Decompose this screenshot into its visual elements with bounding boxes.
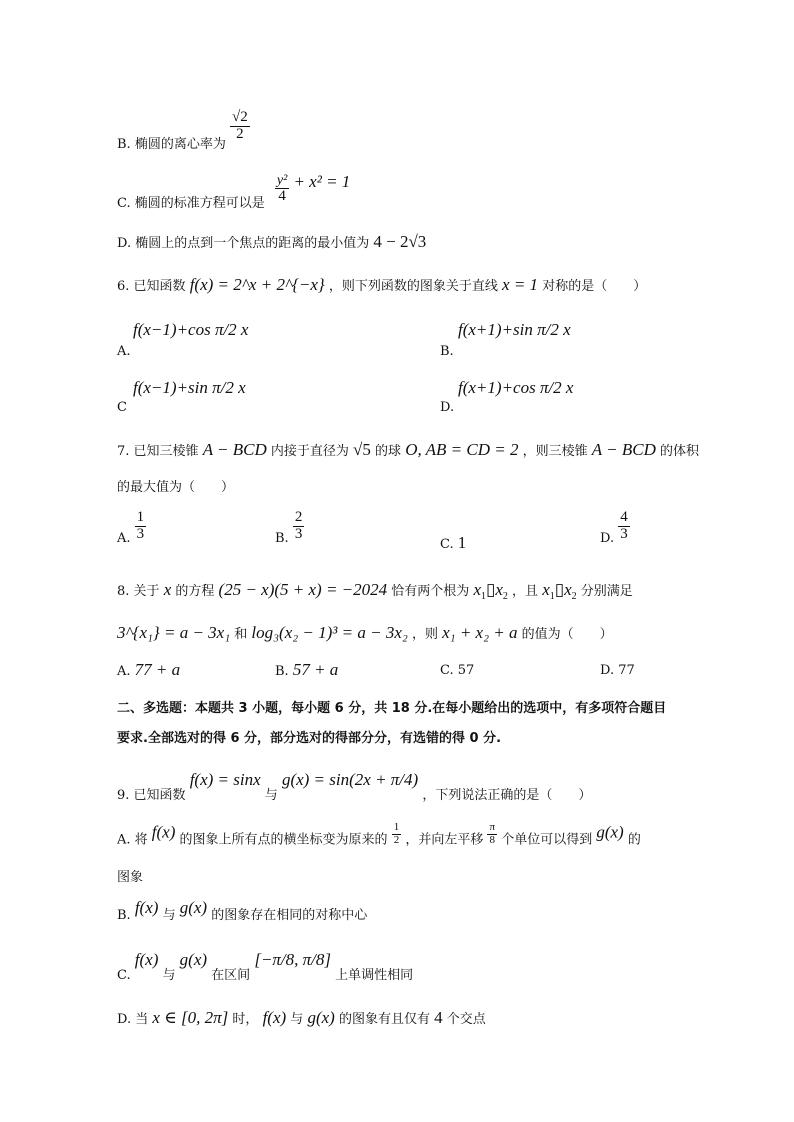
q8-option-b (275, 660, 338, 680)
q9-c-yu: 与 (162, 968, 176, 983)
q8-eq2: log₃(x₂ − 1)³ = a − 3x₂ (251, 623, 408, 642)
q7-d-den: 3 (620, 525, 628, 542)
q6-option-a (117, 320, 249, 359)
q9-d-n: 4 (434, 1008, 443, 1027)
q6-stem (117, 275, 646, 295)
q8-eq1: 3^{x₁} = a − 3x₁ (117, 623, 231, 642)
q8-a-label: A. (117, 664, 131, 679)
q9-option-a (117, 822, 641, 848)
q9-a-shift-num: π (489, 821, 496, 833)
q6-d-label: D. (440, 400, 455, 415)
q8-option-c: C. 57 (440, 663, 475, 678)
q9-b-yu: 与 (162, 908, 176, 923)
q9-c-t2: 上单调性相同 (335, 968, 414, 983)
q6-a-expr: f(x−1)+cos π/2 x (133, 320, 249, 339)
q7-b-den: 3 (294, 525, 303, 542)
q7-a-den: 3 (136, 525, 145, 542)
q7-c-value: 1 (457, 533, 467, 552)
q8-stem (117, 580, 633, 602)
q5-c-label: C. 椭圆的标准方程可以是 (117, 196, 265, 211)
q8-option-a (117, 660, 180, 680)
q7-d-num: 4 (620, 509, 628, 525)
q5-c-fraction (275, 174, 289, 205)
q9-d-t1: 时， (232, 1012, 259, 1027)
q8-roots-2: $x_1▯x_2$ (542, 580, 577, 602)
q8-sum-expr: x₁ + x₂ + a (442, 623, 518, 642)
q6-b-label: B. (440, 344, 454, 359)
q5-b-den: 2 (236, 125, 244, 142)
q6-stem-c: 对称的是（ ） (542, 279, 647, 294)
q5-d-label: D. 椭圆上的点到一个焦点的距离的最小值为 (117, 236, 370, 251)
q9-g-def: g(x) = sin(2x + π/4) (281, 770, 419, 789)
q8-b-label: B. (275, 664, 289, 679)
q8-stem-b: 的方程 (175, 584, 215, 599)
q6-a-label: A. (117, 344, 131, 359)
q9-a-t1: 的图象上所有点的横坐标变为原来的 (179, 832, 388, 848)
q9-c-interval: [−π/8, π/8] (254, 950, 332, 969)
q6-option-c (117, 378, 246, 415)
q9-d-yu: 与 (290, 1012, 304, 1027)
q8-stem-c: 恰有两个根为 (391, 584, 470, 599)
q9-c-fx: f(x) (134, 950, 159, 969)
q9-b-gx: g(x) (179, 898, 208, 917)
q9-b-label: B. (117, 908, 131, 923)
q7-d-label: D. (600, 530, 615, 546)
q7-a-label: A. (117, 530, 131, 546)
q9-a-gx: g(x) (596, 822, 624, 842)
q7-stem-c: 的球 (375, 444, 402, 459)
q7-condition: O, AB = CD = 2 (405, 440, 519, 459)
q9-a-t3: 个单位可以得到 (501, 832, 593, 848)
q6-d-expr: f(x+1)+cos π/2 x (458, 378, 574, 397)
q9-c-gx: g(x) (179, 950, 208, 969)
q9-d-fx: f(x) (262, 1008, 287, 1027)
q6-stem-line: x = 1 (502, 275, 539, 294)
q9-a-shift (487, 822, 497, 846)
q9-stem-a: 9. 已知函数 (117, 788, 186, 803)
q7-b-fraction (293, 510, 305, 543)
q9-a-t2: ，并向左平移 (405, 832, 484, 848)
q6-c-expr: f(x−1)+sin π/2 x (133, 378, 246, 397)
q5-d-expr: 4 − 2√3 (373, 232, 427, 251)
q9-a-shift-den: 8 (489, 833, 496, 846)
q5-c-den: 4 (278, 188, 286, 205)
q7-option-d (600, 510, 630, 546)
q9-stem (117, 770, 591, 803)
q5-b-num: √2 (231, 109, 248, 125)
q9-option-d (117, 1008, 486, 1028)
q8-end: 的值为（ ） (521, 627, 613, 642)
q7-b-num: 2 (294, 509, 303, 525)
q5-option-c (117, 172, 350, 211)
q8-a-value: 77 + a (134, 660, 181, 679)
q8-stem-a: 8. 关于 (117, 584, 160, 599)
q6-option-d (440, 378, 574, 415)
q7-c-label: C. (440, 537, 454, 552)
q9-c-t1: 在区间 (211, 968, 251, 983)
q5-b-fraction (230, 110, 250, 143)
q8-option-d: D. 77 (600, 663, 635, 678)
q8-stem-line2 (117, 623, 613, 643)
q5-c-num: y² (276, 172, 288, 188)
section2-line2: 要求.全部选对的得 6 分，部分选对的得部分分，有选错的得 0 分. (117, 731, 502, 746)
q8-stem-e: 分别满足 (580, 584, 633, 599)
q9-option-b (117, 898, 367, 923)
q9-a-half-num: 1 (393, 821, 400, 833)
q9-stem-b: ，下列说法正确的是（ ） (422, 788, 592, 803)
q9-a-line2: 图象 (117, 870, 144, 885)
q9-d-t2: 的图象有且仅有 (338, 1012, 430, 1027)
q6-stem-a: 6. 已知函数 (117, 279, 186, 294)
q6-stem-expr: f(x) = 2^x + 2^{−x} (189, 275, 325, 294)
q9-a-fx: f(x) (151, 822, 176, 842)
q8-b-value: 57 + a (292, 660, 339, 679)
q7-stem-b: 内接于直径为 (270, 444, 349, 459)
q7-tetrahedron-2: A − BCD (591, 440, 656, 459)
q9-a-half-den: 2 (393, 833, 400, 846)
q9-a-half (392, 822, 402, 846)
q8-stem-d: ，且 (512, 584, 539, 599)
section2-line1: 二、多选题：本题共 3 小题，每小题 6 分，共 18 分.在每小题给出的选项中，有多项符合题目 (117, 701, 667, 716)
q8-and: 和 (234, 627, 248, 642)
q7-option-b (275, 510, 304, 546)
q6-stem-b: ，则下列函数的图象关于直线 (328, 279, 498, 294)
q9-b-fx: f(x) (134, 898, 159, 917)
q7-stem-e: 的体积 (660, 444, 700, 459)
q9-a-label: A. 将 (117, 832, 148, 848)
q8-then: ，则 (411, 627, 438, 642)
q7-option-c (440, 533, 466, 553)
q9-d-t3: 个交点 (446, 1012, 486, 1027)
q6-option-b (440, 320, 571, 359)
q6-b-expr: f(x+1)+sin π/2 x (458, 320, 571, 339)
q7-tetrahedron: A − BCD (202, 440, 267, 459)
q7-b-label: B. (275, 530, 289, 546)
q5-c-rest: + x² = 1 (293, 172, 351, 191)
q9-d-label: D. 当 (117, 1012, 149, 1027)
q9-f-def: f(x) = sinx (189, 770, 261, 789)
q9-option-c (117, 950, 413, 983)
q5-option-d (117, 232, 426, 252)
q9-a-t4: 的 (627, 832, 641, 848)
q9-d-gx: g(x) (307, 1008, 335, 1027)
q7-option-a (117, 510, 146, 546)
q7-stem-a: 7. 已知三棱锥 (117, 444, 199, 459)
q9-yu: 与 (264, 788, 278, 803)
q7-d-fraction (618, 510, 630, 543)
q7-stem-line2: 的最大值为（ ） (117, 480, 235, 495)
q6-c-label: C (117, 400, 127, 415)
q9-b-t: 的图象存在相同的对称中心 (211, 908, 368, 923)
q9-d-cond: x ∈ [0, 2π] (152, 1008, 229, 1027)
q5-option-b (117, 110, 250, 152)
q8-equation: (25 − x)(5 + x) = −2024 (218, 580, 388, 599)
q7-stem-d2: ，则三棱锥 (522, 444, 588, 459)
q8-roots: $x_1▯x_2$ (473, 580, 508, 602)
q9-c-label: C. (117, 968, 131, 983)
q5-b-label: B. 椭圆的离心率为 (117, 136, 226, 152)
q7-a-num: 1 (136, 509, 145, 525)
q8-x: x (163, 580, 172, 599)
q7-stem (117, 440, 699, 460)
q7-a-fraction (135, 510, 147, 543)
q7-diameter: √5 (353, 440, 371, 459)
